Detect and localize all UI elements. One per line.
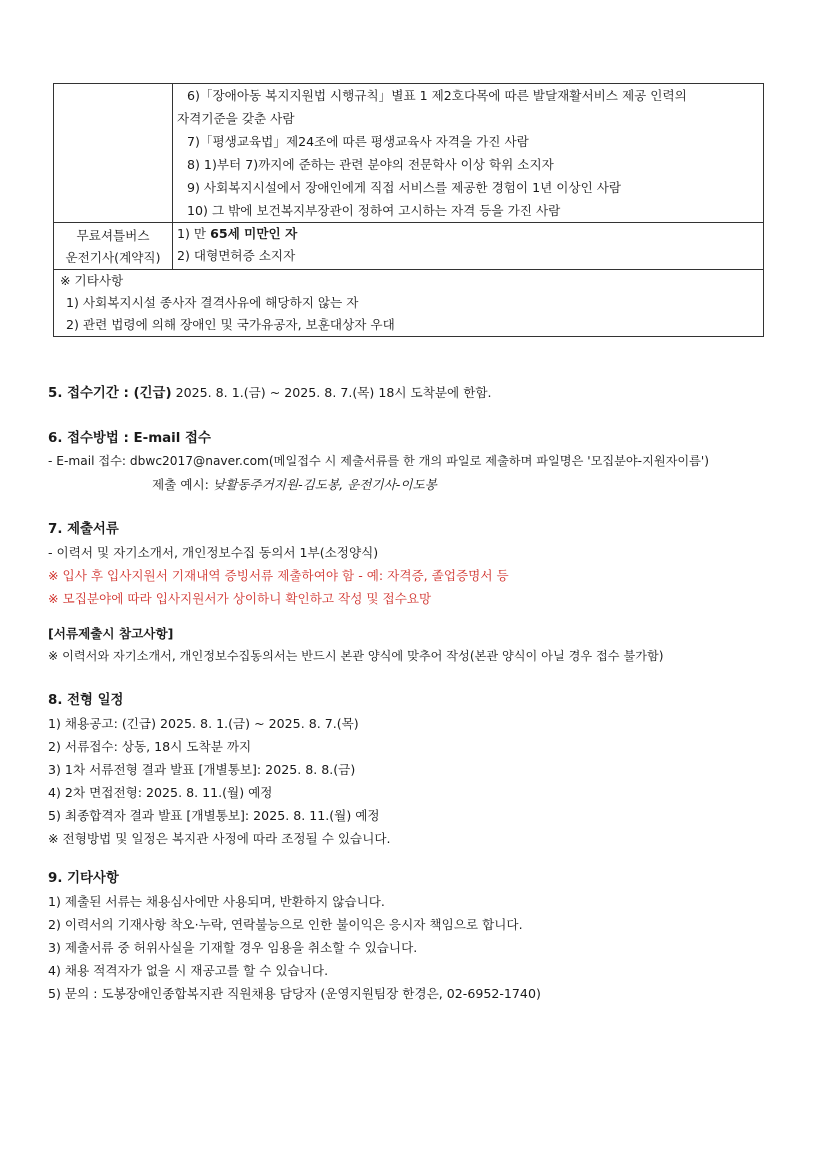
contact-line: 5) 문의 : 도봉장애인종합복지관 직원채용 담당자 (운영지원팀장 한경은, 02-6952-1740) bbox=[48, 986, 541, 1001]
example-label: 제출 예시: bbox=[152, 477, 213, 492]
section-8-schedule bbox=[48, 689, 778, 850]
etc-note: 4) 채용 적격자가 없을 시 재공고를 할 수 있습니다. bbox=[48, 963, 329, 978]
section-7-heading: 7. 제출서류 bbox=[48, 522, 119, 537]
etc-title: ※ 기타사항 bbox=[60, 273, 124, 288]
qualification-item: 8) 1)부터 7)까지에 준하는 관련 분야의 전문학사 이상 학위 소지자 bbox=[187, 157, 554, 172]
etc-cell bbox=[54, 270, 764, 337]
section-7-red-note: ※ 입사 후 입사지원서 기재내역 증빙서류 제출하여야 함 - 예: 자격증, 졸업증명서 등 bbox=[48, 568, 509, 583]
driver-requirement-age bbox=[173, 223, 763, 245]
driver-age-prefix: 1) 만 bbox=[177, 226, 211, 241]
section-9-heading: 9. 기타사항 bbox=[48, 871, 119, 886]
reference-line: ※ 이력서와 자기소개서, 개인정보수집동의서는 반드시 본관 양식에 맞추어 작성(본관 양식이 아닐 경우 접수 불가함) bbox=[48, 649, 664, 663]
driver-role-cell bbox=[54, 223, 173, 270]
driver-row bbox=[54, 223, 764, 270]
section-5-heading: 5. 접수기간 : (긴급) bbox=[48, 386, 172, 401]
schedule-item: 3) 1차 서류전형 결과 발표 [개별통보]: 2025. 8. 8.(금) bbox=[48, 762, 356, 777]
driver-role-title bbox=[54, 223, 172, 269]
section-8-heading: 8. 전형 일정 bbox=[48, 693, 124, 708]
example-value: 낮활동주거지원-김도봉, 운전기사-이도봉 bbox=[212, 477, 437, 492]
etc-item: 1) 사회복지시설 종사자 결격사유에 해당하지 않는 자 bbox=[66, 295, 359, 310]
section-6-example bbox=[48, 473, 778, 496]
section-6-method bbox=[48, 427, 778, 496]
etc-item: 2) 관련 법령에 의해 장애인 및 국가유공자, 보훈대상자 우대 bbox=[66, 317, 395, 332]
etc-note: 2) 이력서의 기재사항 착오·누락, 연락불능으로 인한 불이익은 응시자 책임으로 합니다. bbox=[48, 917, 523, 932]
section-7-documents bbox=[48, 518, 778, 610]
driver-requirements-cell bbox=[173, 223, 764, 270]
driver-requirement-license: 2) 대형면허증 소지자 bbox=[177, 248, 296, 263]
schedule-note: ※ 전형방법 및 일정은 복지관 사정에 따라 조정될 수 있습니다. bbox=[48, 831, 391, 846]
etc-row bbox=[54, 270, 764, 337]
driver-age-limit: 65세 미만인 자 bbox=[210, 226, 298, 241]
schedule-item: 5) 최종합격자 결과 발표 [개별통보]: 2025. 8. 11.(월) 예정 bbox=[48, 808, 380, 823]
section-6-heading: 6. 접수방법 : E-mail 접수 bbox=[48, 431, 211, 446]
schedule-item: 1) 채용공고: (긴급) 2025. 8. 1.(금) ~ 2025. 8. 7.(목) bbox=[48, 716, 359, 731]
schedule-item: 2) 서류접수: 상동, 18시 도착분 까지 bbox=[48, 739, 252, 754]
qualification-role-cell bbox=[54, 84, 173, 223]
schedule-item: 4) 2차 면접전형: 2025. 8. 11.(월) 예정 bbox=[48, 785, 273, 800]
section-9-etc bbox=[48, 867, 778, 1005]
qualification-list-cell bbox=[173, 84, 764, 223]
section-7-red-note: ※ 모집분야에 따라 입사지원서가 상이하니 확인하고 작성 및 접수요망 bbox=[48, 591, 432, 606]
etc-note: 1) 제출된 서류는 채용심사에만 사용되며, 반환하지 않습니다. bbox=[48, 894, 385, 909]
qualification-row bbox=[54, 84, 764, 223]
qualification-item: 10) 그 밖에 보건복지부장관이 정하여 고시하는 자격 등을 가진 사람 bbox=[187, 203, 561, 218]
reference-notes bbox=[48, 622, 778, 668]
driver-role-line: 운전기사(계약직) bbox=[65, 250, 161, 265]
reference-heading: [서류제출시 참고사항] bbox=[48, 626, 174, 641]
qualification-item: 7)「평생교육법」제24조에 따른 평생교육사 자격을 가진 사람 bbox=[187, 134, 529, 149]
section-5-period bbox=[48, 381, 778, 404]
etc-note: 3) 제출서류 중 허위사실을 기재할 경우 임용을 취소할 수 있습니다. bbox=[48, 940, 418, 955]
qualification-item: 9) 사회복지시설에서 장애인에게 직접 서비스를 제공한 경험이 1년 이상인 사람 bbox=[187, 180, 622, 195]
section-5-text: 2025. 8. 1.(금) ~ 2025. 8. 7.(목) 18시 도착분에 한함. bbox=[171, 385, 492, 400]
section-7-line: - 이력서 및 자기소개서, 개인정보수집 동의서 1부(소정양식) bbox=[48, 545, 379, 560]
requirements-table bbox=[53, 83, 764, 337]
qualification-item: 6)「장애아동 복지지원법 시행규칙」별표 1 제2호다목에 따른 발달재활서비스 제공 인력의 bbox=[187, 88, 687, 103]
section-6-email-line: - E-mail 접수: dbwc2017@naver.com(메일접수 시 제출서류를 한 개의 파일로 제출하며 파일명은 '모집분야-지원자이름') bbox=[48, 454, 710, 468]
qualification-item-continued: 자격기준을 갖춘 사람 bbox=[177, 111, 295, 126]
driver-role-line: 무료셔틀버스 bbox=[76, 228, 150, 243]
